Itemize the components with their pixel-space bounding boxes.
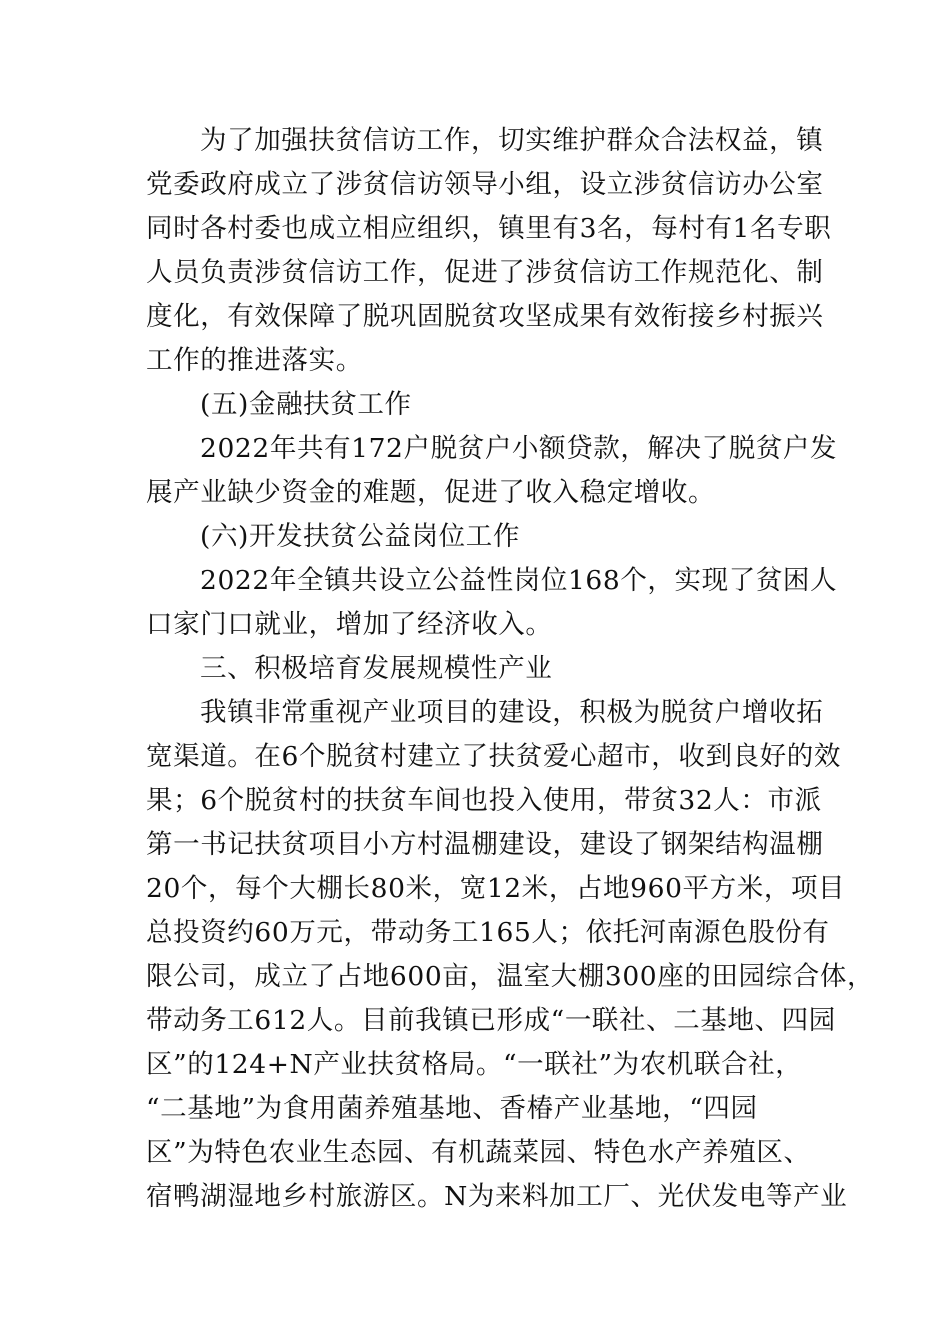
paragraph-line: 人员负责涉贫信访工作，促进了涉贫信访工作规范化、制 <box>146 257 824 288</box>
paragraph-line: 20个，每个大棚长80米，宽12米，占地960平方米，项目 <box>146 873 846 904</box>
section-heading: 三、积极培育发展规模性产业 <box>200 653 553 684</box>
paragraph-line: 区”为特色农业生态园、有机蔬菜园、特色水产养殖区、 <box>146 1137 811 1168</box>
paragraph-line: 宿鸭湖湿地乡村旅游区。N为来料加工厂、光伏发电等产业 <box>146 1181 848 1212</box>
paragraph-line: “二基地”为食用菌养殖基地、香椿产业基地，“四园 <box>146 1093 758 1124</box>
paragraph-line: 口家门口就业，增加了经济收入。 <box>146 609 553 640</box>
paragraph-line: 带动务工612人。目前我镇已形成“一联社、二基地、四园 <box>146 1005 836 1036</box>
paragraph-line: 果；6个脱贫村的扶贫车间也投入使用，带贫32人：市派 <box>146 785 822 816</box>
paragraph-line: 党委政府成立了涉贫信访领导小组，设立涉贫信访办公室 <box>146 169 824 200</box>
paragraph-line: 同时各村委也成立相应组织，镇里有3名，每村有1名专职 <box>146 213 832 244</box>
paragraph-line: 度化，有效保障了脱巩固脱贫攻坚成果有效衔接乡村振兴 <box>146 301 824 332</box>
paragraph-line: 第一书记扶贫项目小方村温棚建设，建设了钢架结构温棚 <box>146 829 824 860</box>
section-heading: (五)金融扶贫工作 <box>200 389 412 420</box>
section-heading: (六)开发扶贫公益岗位工作 <box>200 521 520 552</box>
paragraph-line: 总投资约60万元，带动务工165人；依托河南源色股份有 <box>146 917 830 948</box>
paragraph-line: 宽渠道。在6个脱贫村建立了扶贫爱心超市，收到良好的效 <box>146 741 841 772</box>
paragraph-line: 我镇非常重视产业项目的建设，积极为脱贫户增收拓 <box>200 697 824 728</box>
paragraph-line: 为了加强扶贫信访工作，切实维护群众合法权益，镇 <box>200 125 824 156</box>
paragraph-line: 2022年共有172户脱贫户小额贷款，解决了脱贫户发 <box>200 433 838 464</box>
paragraph-line: 区”的124+N产业扶贫格局。“一联社”为农机联合社， <box>146 1049 803 1080</box>
paragraph-line: 限公司，成立了占地600亩，温室大棚300座的田园综合体， <box>146 961 875 992</box>
paragraph-line: 工作的推进落实。 <box>146 345 363 376</box>
paragraph-line: 展产业缺少资金的难题，促进了收入稳定增收。 <box>146 477 716 508</box>
paragraph-line: 2022年全镇共设立公益性岗位168个，实现了贫困人 <box>200 565 838 596</box>
